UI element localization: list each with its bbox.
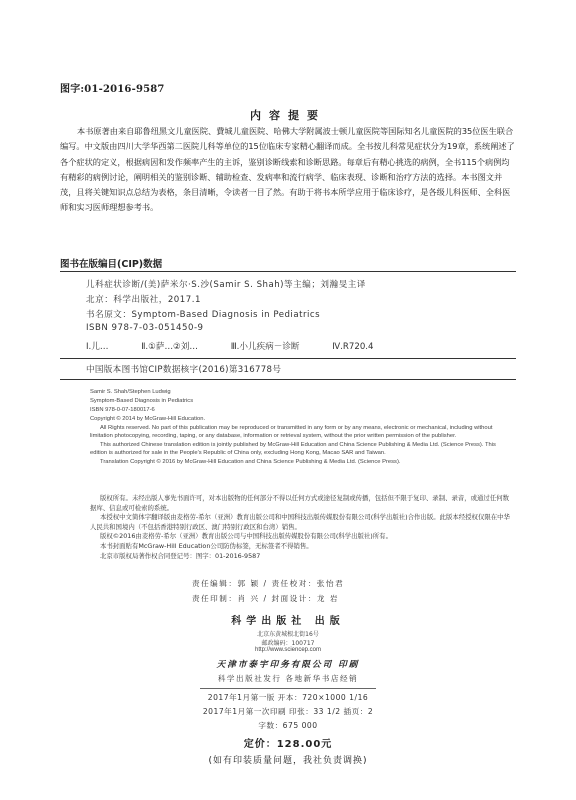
rights-reserved-text: All Rights reserved. No part of this publication may be reproduced or transmitted in any form or by any means, electronic or mechanical, including without limitation photocopying, recording, taping, or any database, information or retrieval system, without the prior written permission of the publisher.: [90, 425, 493, 439]
publisher-name: 科学出版社 出版: [231, 616, 345, 627]
cip-middle-rule: [60, 358, 516, 359]
original-copyright: Copyright © 2014 by McGraw-Hill Education.: [90, 416, 206, 422]
cip-publisher-line: 北京：科学出版社，2017.1: [86, 295, 201, 305]
cip-classification: [86, 340, 404, 352]
edition-line-2: 2017年1月第一次印刷 印张：33 1/2 插页：2: [202, 707, 374, 716]
english-copyright-block: [90, 388, 512, 467]
edition-line-1: 2017年1月第一版 开本：720×1000 1/16: [207, 693, 369, 702]
authorized-edition-text: This authorized Chinese translation edition is jointly published by McGraw-Hill Education and China Science Publishing & Media Ltd. (Science Press). This edition is authorized for sale in the People's Republic of China only, excluding Hong Kong, Macao SAR and Taiwan.: [90, 442, 496, 456]
cip-class-1: Ⅰ.儿…: [86, 342, 109, 352]
quality-note: (如有印装质量问题，我社负责调换): [208, 756, 368, 766]
copyright-cn-3: 版权©2016由麦格劳-希尔（亚洲）教育出版公司与中国科技出版传媒股份有限公司(科学出版社)所有。: [100, 532, 392, 541]
word-count: 字数：675 000: [258, 721, 318, 730]
cip-isbn: ISBN 978-7-03-051450-9: [86, 323, 204, 333]
register-code: 图字:01-2016-9587: [60, 84, 165, 95]
copyright-cn-2: 本授权中文简体字翻译版由麦格劳-希尔（亚洲）教育出版公司和中国科技出版传媒股份有限公司(科学出版社)合作出版。此版本经授权仅限在中华人民共和国境内（不包括香港特别行政区、澳门特别行政区和台湾）销售。: [90, 513, 510, 531]
cip-bottom-rule: [60, 379, 516, 380]
publisher-postcode: 邮政编码：100717: [261, 640, 315, 647]
cip-class-2: Ⅱ.①萨…②刘…: [141, 342, 198, 352]
translation-copyright-text: Translation Copyright © 2016 by McGraw-Hill Education and China Science Publishing & Media Ltd. (Science Press).: [100, 459, 401, 465]
publisher-address: 北京东黄城根北街16号: [257, 631, 319, 638]
original-isbn: ISBN 978-0-07-180017-6: [90, 407, 155, 413]
publisher-url: http://www.sciencep.com: [254, 647, 322, 653]
abstract-title: 内容提要: [250, 109, 326, 122]
copyright-cn-4: 本书封面贴有McGraw-Hill Education公司防伪标签，无标签者不得销售。: [100, 541, 313, 550]
cip-class-3: Ⅲ.小儿疾病－诊断: [230, 342, 300, 352]
price: 定价：128.00元: [243, 739, 333, 750]
cip-title-line: 儿科症状诊断/(美)萨米尔·S.沙(Samir S. Shah)等主编；刘瀚旻主译: [86, 280, 366, 290]
edition-rule: [200, 688, 376, 689]
abstract-paragraph: 本书原著由来自耶鲁纽黑文儿童医院、費城儿童医院、哈佛大学附属波士顿儿童医院等国际知名儿童医院的35位医生联合编写。中文版由四川大学华西第二医院儿科等单位的15位临床专家精心翻译而成。全书按儿科常见症状分为19章，系统阐述了各个症状的定义，根据病因和发作频率产生的主诉，鉴别诊断线索和诊断思路。每章后有精心挑选的病例，全书115个病例均有精彩的病例讨论，阐明相关的鉴别诊断、辅助检查、发病率和流行病学、临床表现、诊断和治疗方法的选择。本书图文并茂，且将关键知识点总结为表格，条目清晰，令读者一目了然。有助于将书本所学应用于临床诊疗，是各级儿科医师、全科医师和实习医师理想参考书。: [60, 126, 515, 213]
chinese-copyright-block: [90, 494, 512, 561]
cip-number: 中国版本图书馆CIP数据核字(2016)第316778号: [86, 365, 282, 375]
original-authors: Samir S. Shah/Stephen Ludwig: [90, 389, 171, 395]
staff-line-1: 责任编辑：郭 颖 / 责任校对：张怡君: [192, 579, 345, 588]
staff-line-2: 责任印制：肖 兴 / 封面设计：龙 岩: [192, 594, 340, 603]
cip-heading: 图书在版编目(CIP)数据: [60, 259, 163, 270]
copyright-cn-1: 版权所有。未经出版人事先书面许可，对本出版物的任何部分不得以任何方式或途径复制或传播，包括但不限于复印、录制、录音，或通过任何数据库、信息或可检索的系统。: [90, 494, 509, 512]
cip-original-title: 书名原文：Symptom-Based Diagnosis in Pediatrics: [86, 310, 321, 320]
cip-top-rule: [60, 271, 516, 272]
cip-class-4: Ⅳ.R720.4: [332, 342, 374, 352]
abstract-body: [60, 124, 516, 216]
copyright-cn-5: 北京市版权局著作权合同登记号：图字：01-2016-9587: [100, 551, 261, 560]
distributor: 科学出版社发行 各地新华书店经销: [217, 674, 359, 683]
printer-name: 天津市泰宇印务有限公司 印刷: [216, 660, 360, 670]
original-title: Symptom-Based Diagnosis in Pediatrics: [90, 398, 194, 404]
